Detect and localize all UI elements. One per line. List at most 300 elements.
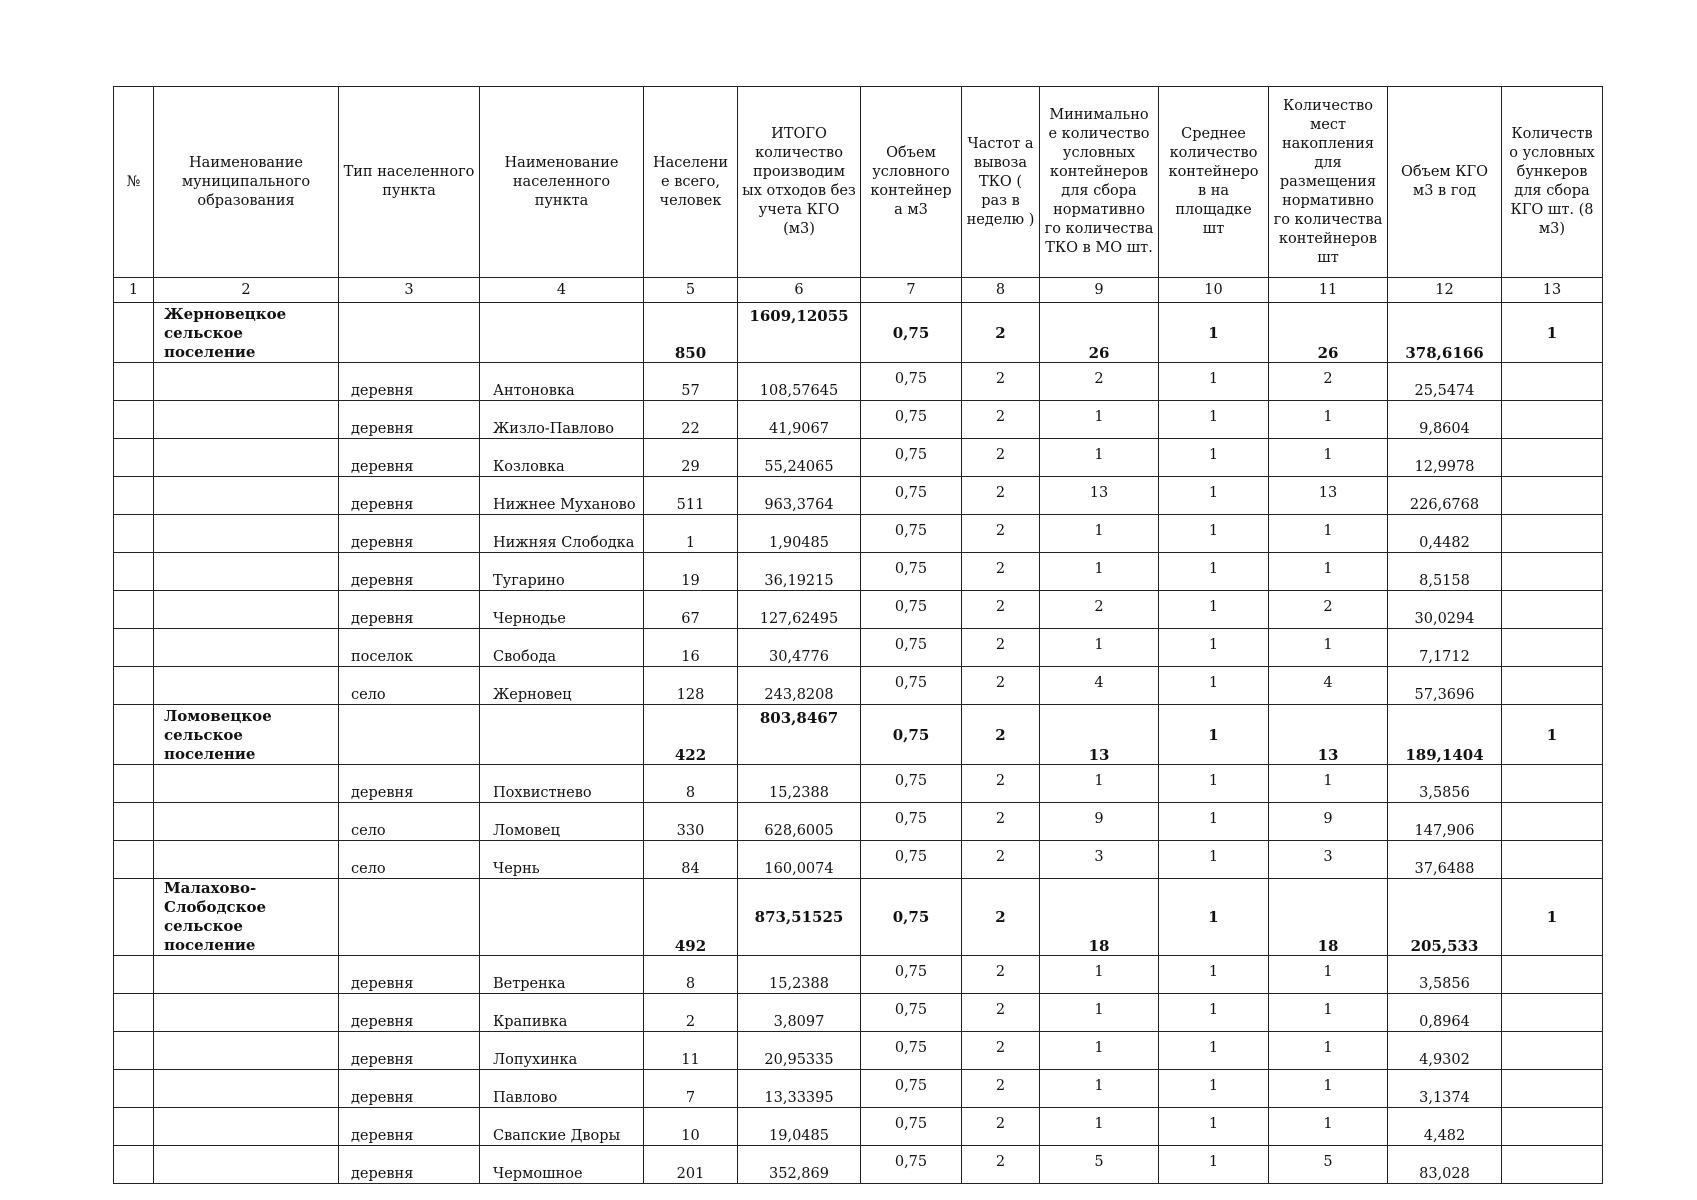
column-number: 1: [114, 278, 154, 303]
container-volume: 0,75: [861, 803, 962, 841]
bunkers: [1502, 553, 1603, 591]
total-waste: 628,6005: [738, 803, 861, 841]
settlement-row: [114, 629, 1603, 667]
container-volume: 0,75: [861, 591, 962, 629]
header-min-containers: Минимально е количество условных контейнеров для сбора нормативно го количества ТКО в МО шт.: [1040, 87, 1159, 278]
total-waste: 15,2388: [738, 956, 861, 994]
settlement-type: деревня: [339, 401, 480, 439]
municipality-name: Жерновецкое сельское поселение: [154, 303, 339, 363]
settlement-type: село: [339, 841, 480, 879]
frequency: 2: [962, 515, 1040, 553]
population: 57: [644, 363, 738, 401]
frequency: 2: [962, 629, 1040, 667]
min-containers: 4: [1040, 667, 1159, 705]
population: 19: [644, 553, 738, 591]
kgo-volume: 12,9978: [1388, 439, 1502, 477]
sites-count: 4: [1269, 667, 1388, 705]
kgo-volume: 0,4482: [1388, 515, 1502, 553]
municipality-name: [154, 1108, 339, 1146]
population: 2: [644, 994, 738, 1032]
population: 422: [644, 705, 738, 765]
sites-count: 9: [1269, 803, 1388, 841]
settlement-name: Ломовец: [480, 803, 644, 841]
kgo-volume: 378,6166: [1388, 303, 1502, 363]
sites-count: 13: [1269, 477, 1388, 515]
header-population: Населени е всего, человек: [644, 87, 738, 278]
column-number: 6: [738, 278, 861, 303]
sites-count: 3: [1269, 841, 1388, 879]
bunkers: [1502, 667, 1603, 705]
settlement-type: деревня: [339, 1032, 480, 1070]
row-number: [114, 553, 154, 591]
kgo-volume: 9,8604: [1388, 401, 1502, 439]
bunkers: [1502, 841, 1603, 879]
settlement-name: Козловка: [480, 439, 644, 477]
population: 84: [644, 841, 738, 879]
settlement-row: [114, 1146, 1603, 1184]
population: 330: [644, 803, 738, 841]
settlement-row: [114, 477, 1603, 515]
min-containers: 9: [1040, 803, 1159, 841]
row-number: [114, 1070, 154, 1108]
column-number: 11: [1269, 278, 1388, 303]
municipality-name: [154, 667, 339, 705]
header-settlement-type: Тип населенного пункта: [339, 87, 480, 278]
frequency: 2: [962, 363, 1040, 401]
settlement-row: [114, 1070, 1603, 1108]
avg-containers: 1: [1159, 303, 1269, 363]
population: 29: [644, 439, 738, 477]
total-waste: 41,9067: [738, 401, 861, 439]
settlement-type: деревня: [339, 439, 480, 477]
row-number: [114, 1146, 154, 1184]
min-containers: 1: [1040, 1108, 1159, 1146]
row-number: [114, 363, 154, 401]
container-volume: 0,75: [861, 994, 962, 1032]
frequency: 2: [962, 803, 1040, 841]
total-waste: 1,90485: [738, 515, 861, 553]
kgo-volume: 8,5158: [1388, 553, 1502, 591]
total-waste: 30,4776: [738, 629, 861, 667]
settlement-type: деревня: [339, 515, 480, 553]
municipality-name: [154, 1032, 339, 1070]
column-number: 12: [1388, 278, 1502, 303]
avg-containers: 1: [1159, 477, 1269, 515]
kgo-volume: 189,1404: [1388, 705, 1502, 765]
bunkers: [1502, 956, 1603, 994]
frequency: 2: [962, 994, 1040, 1032]
sites-count: 18: [1269, 879, 1388, 956]
row-number: [114, 401, 154, 439]
row-number: [114, 439, 154, 477]
settlement-type: село: [339, 803, 480, 841]
total-waste: 19,0485: [738, 1108, 861, 1146]
settlement-type: деревня: [339, 956, 480, 994]
frequency: 2: [962, 956, 1040, 994]
avg-containers: 1: [1159, 803, 1269, 841]
min-containers: 1: [1040, 956, 1159, 994]
settlement-name: [480, 303, 644, 363]
row-number: [114, 956, 154, 994]
settlement-name: Похвистнево: [480, 765, 644, 803]
settlement-row: [114, 765, 1603, 803]
kgo-volume: 226,6768: [1388, 477, 1502, 515]
min-containers: 1: [1040, 401, 1159, 439]
kgo-volume: 3,5856: [1388, 956, 1502, 994]
min-containers: 1: [1040, 553, 1159, 591]
sites-count: 1: [1269, 994, 1388, 1032]
settlement-row: [114, 591, 1603, 629]
municipality-name: [154, 363, 339, 401]
municipality-name: [154, 956, 339, 994]
avg-containers: 1: [1159, 553, 1269, 591]
waste-table: [113, 86, 1603, 1184]
avg-containers: 1: [1159, 363, 1269, 401]
avg-containers: 1: [1159, 841, 1269, 879]
kgo-volume: 3,1374: [1388, 1070, 1502, 1108]
settlement-type: деревня: [339, 994, 480, 1032]
container-volume: 0,75: [861, 1032, 962, 1070]
settlement-name: Ветренка: [480, 956, 644, 994]
settlement-name: Свапские Дворы: [480, 1108, 644, 1146]
row-number: [114, 629, 154, 667]
column-number: 3: [339, 278, 480, 303]
settlement-name: Жизло-Павлово: [480, 401, 644, 439]
settlement-row: [114, 667, 1603, 705]
total-waste: 127,62495: [738, 591, 861, 629]
municipality-name: [154, 477, 339, 515]
kgo-volume: 4,482: [1388, 1108, 1502, 1146]
frequency: 2: [962, 303, 1040, 363]
sites-count: 1: [1269, 439, 1388, 477]
total-waste: 963,3764: [738, 477, 861, 515]
header-sites: Количество мест накопления для размещения нормативно го количества контейнеров шт: [1269, 87, 1388, 278]
municipality-row: [114, 879, 1603, 956]
min-containers: 1: [1040, 1070, 1159, 1108]
sites-count: 1: [1269, 1032, 1388, 1070]
header-row: [114, 87, 1603, 278]
avg-containers: 1: [1159, 629, 1269, 667]
row-number: [114, 841, 154, 879]
bunkers: [1502, 363, 1603, 401]
frequency: 2: [962, 1108, 1040, 1146]
total-waste: 803,8467: [738, 705, 861, 765]
row-number: [114, 1032, 154, 1070]
min-containers: 3: [1040, 841, 1159, 879]
frequency: 2: [962, 705, 1040, 765]
header-avg-containers: Среднее количество контейнеро в на площадке шт: [1159, 87, 1269, 278]
kgo-volume: 25,5474: [1388, 363, 1502, 401]
settlement-type: деревня: [339, 1146, 480, 1184]
kgo-volume: 3,5856: [1388, 765, 1502, 803]
column-number: 9: [1040, 278, 1159, 303]
row-number: [114, 1108, 154, 1146]
settlement-row: [114, 515, 1603, 553]
population: 7: [644, 1070, 738, 1108]
sites-count: 5: [1269, 1146, 1388, 1184]
min-containers: 1: [1040, 515, 1159, 553]
frequency: 2: [962, 553, 1040, 591]
sites-count: 1: [1269, 629, 1388, 667]
settlement-type: деревня: [339, 477, 480, 515]
avg-containers: 1: [1159, 1146, 1269, 1184]
frequency: 2: [962, 1070, 1040, 1108]
column-number: 2: [154, 278, 339, 303]
sites-count: 1: [1269, 1070, 1388, 1108]
frequency: 2: [962, 591, 1040, 629]
total-waste: 108,57645: [738, 363, 861, 401]
population: 67: [644, 591, 738, 629]
municipality-row: [114, 705, 1603, 765]
total-waste: 36,19215: [738, 553, 861, 591]
avg-containers: 1: [1159, 1032, 1269, 1070]
sites-count: 26: [1269, 303, 1388, 363]
municipality-name: [154, 401, 339, 439]
column-number: 5: [644, 278, 738, 303]
sites-count: 1: [1269, 553, 1388, 591]
population: 11: [644, 1032, 738, 1070]
header-frequency: Частот а вывоза ТКО ( раз в неделю ): [962, 87, 1040, 278]
bunkers: [1502, 439, 1603, 477]
sites-count: 2: [1269, 591, 1388, 629]
min-containers: 2: [1040, 591, 1159, 629]
population: 1: [644, 515, 738, 553]
avg-containers: 1: [1159, 515, 1269, 553]
header-no: №: [114, 87, 154, 278]
municipality-name: [154, 841, 339, 879]
row-number: [114, 303, 154, 363]
frequency: 2: [962, 1032, 1040, 1070]
settlement-row: [114, 553, 1603, 591]
settlement-name: Свобода: [480, 629, 644, 667]
avg-containers: 1: [1159, 879, 1269, 956]
column-number: 4: [480, 278, 644, 303]
bunkers: [1502, 1108, 1603, 1146]
settlement-name: Жерновец: [480, 667, 644, 705]
settlement-row: [114, 1108, 1603, 1146]
total-waste: 1609,12055: [738, 303, 861, 363]
population: 850: [644, 303, 738, 363]
sites-count: 1: [1269, 515, 1388, 553]
container-volume: 0,75: [861, 363, 962, 401]
avg-containers: 1: [1159, 705, 1269, 765]
settlement-row: [114, 803, 1603, 841]
municipality-name: [154, 553, 339, 591]
settlement-type: село: [339, 667, 480, 705]
container-volume: 0,75: [861, 303, 962, 363]
total-waste: 15,2388: [738, 765, 861, 803]
population: 8: [644, 765, 738, 803]
min-containers: 2: [1040, 363, 1159, 401]
row-number: [114, 803, 154, 841]
container-volume: 0,75: [861, 401, 962, 439]
total-waste: 160,0074: [738, 841, 861, 879]
kgo-volume: 37,6488: [1388, 841, 1502, 879]
settlement-name: Чермошное: [480, 1146, 644, 1184]
bunkers: [1502, 994, 1603, 1032]
bunkers: [1502, 1070, 1603, 1108]
municipality-name: [154, 994, 339, 1032]
frequency: 2: [962, 477, 1040, 515]
municipality-name: [154, 1070, 339, 1108]
container-volume: 0,75: [861, 705, 962, 765]
population: 128: [644, 667, 738, 705]
bunkers: 1: [1502, 303, 1603, 363]
container-volume: 0,75: [861, 765, 962, 803]
container-volume: 0,75: [861, 439, 962, 477]
container-volume: 0,75: [861, 956, 962, 994]
settlement-name: Чернь: [480, 841, 644, 879]
bunkers: 1: [1502, 705, 1603, 765]
container-volume: 0,75: [861, 477, 962, 515]
container-volume: 0,75: [861, 1146, 962, 1184]
settlement-type: деревня: [339, 591, 480, 629]
population: 8: [644, 956, 738, 994]
settlement-type: деревня: [339, 1070, 480, 1108]
min-containers: 1: [1040, 1032, 1159, 1070]
frequency: 2: [962, 1146, 1040, 1184]
kgo-volume: 7,1712: [1388, 629, 1502, 667]
column-number: 8: [962, 278, 1040, 303]
total-waste: 352,869: [738, 1146, 861, 1184]
population: 16: [644, 629, 738, 667]
settlement-name: [480, 879, 644, 956]
avg-containers: 1: [1159, 439, 1269, 477]
total-waste: 55,24065: [738, 439, 861, 477]
min-containers: 13: [1040, 477, 1159, 515]
settlement-row: [114, 956, 1603, 994]
avg-containers: 1: [1159, 401, 1269, 439]
population: 492: [644, 879, 738, 956]
container-volume: 0,75: [861, 629, 962, 667]
population: 10: [644, 1108, 738, 1146]
min-containers: 18: [1040, 879, 1159, 956]
bunkers: 1: [1502, 879, 1603, 956]
kgo-volume: 4,9302: [1388, 1032, 1502, 1070]
header-kgo-volume: Объем КГО м3 в год: [1388, 87, 1502, 278]
container-volume: 0,75: [861, 515, 962, 553]
settlement-name: Тугарино: [480, 553, 644, 591]
frequency: 2: [962, 667, 1040, 705]
row-number: [114, 477, 154, 515]
population: 201: [644, 1146, 738, 1184]
bunkers: [1502, 515, 1603, 553]
row-number: [114, 591, 154, 629]
settlement-type: [339, 705, 480, 765]
avg-containers: 1: [1159, 1108, 1269, 1146]
settlement-type: деревня: [339, 553, 480, 591]
header-municipality: Наименование муниципального образования: [154, 87, 339, 278]
container-volume: 0,75: [861, 1070, 962, 1108]
bunkers: [1502, 401, 1603, 439]
settlement-row: [114, 363, 1603, 401]
container-volume: 0,75: [861, 841, 962, 879]
municipality-name: [154, 515, 339, 553]
total-waste: 3,8097: [738, 994, 861, 1032]
settlement-type: деревня: [339, 363, 480, 401]
header-container-volume: Объем условного контейнер а м3: [861, 87, 962, 278]
total-waste: 873,51525: [738, 879, 861, 956]
avg-containers: 1: [1159, 956, 1269, 994]
settlement-row: [114, 994, 1603, 1032]
sites-count: 1: [1269, 765, 1388, 803]
row-number: [114, 667, 154, 705]
settlement-row: [114, 439, 1603, 477]
municipality-name: [154, 629, 339, 667]
frequency: 2: [962, 401, 1040, 439]
settlement-type: деревня: [339, 765, 480, 803]
sites-count: 1: [1269, 401, 1388, 439]
column-number: 7: [861, 278, 962, 303]
container-volume: 0,75: [861, 553, 962, 591]
kgo-volume: 30,0294: [1388, 591, 1502, 629]
frequency: 2: [962, 439, 1040, 477]
kgo-volume: 57,3696: [1388, 667, 1502, 705]
population: 511: [644, 477, 738, 515]
settlement-type: поселок: [339, 629, 480, 667]
municipality-name: Малахово-Слободское сельское поселение: [154, 879, 339, 956]
min-containers: 1: [1040, 629, 1159, 667]
frequency: 2: [962, 841, 1040, 879]
bunkers: [1502, 1146, 1603, 1184]
settlement-name: Чернодье: [480, 591, 644, 629]
min-containers: 1: [1040, 765, 1159, 803]
min-containers: 26: [1040, 303, 1159, 363]
avg-containers: 1: [1159, 1070, 1269, 1108]
column-number: 13: [1502, 278, 1603, 303]
municipality-name: Ломовецкое сельское поселение: [154, 705, 339, 765]
kgo-volume: 147,906: [1388, 803, 1502, 841]
min-containers: 13: [1040, 705, 1159, 765]
bunkers: [1502, 629, 1603, 667]
municipality-name: [154, 439, 339, 477]
container-volume: 0,75: [861, 879, 962, 956]
settlement-type: деревня: [339, 1108, 480, 1146]
bunkers: [1502, 803, 1603, 841]
municipality-name: [154, 765, 339, 803]
settlement-type: [339, 303, 480, 363]
sites-count: 1: [1269, 956, 1388, 994]
row-number: [114, 879, 154, 956]
settlement-name: Антоновка: [480, 363, 644, 401]
municipality-name: [154, 803, 339, 841]
min-containers: 1: [1040, 994, 1159, 1032]
row-number: [114, 705, 154, 765]
container-volume: 0,75: [861, 1108, 962, 1146]
settlement-row: [114, 841, 1603, 879]
municipality-row: [114, 303, 1603, 363]
bunkers: [1502, 1032, 1603, 1070]
kgo-volume: 205,533: [1388, 879, 1502, 956]
container-volume: 0,75: [861, 667, 962, 705]
sites-count: 1: [1269, 1108, 1388, 1146]
municipality-name: [154, 591, 339, 629]
column-number: 10: [1159, 278, 1269, 303]
bunkers: [1502, 765, 1603, 803]
row-number: [114, 994, 154, 1032]
min-containers: 5: [1040, 1146, 1159, 1184]
sites-count: 2: [1269, 363, 1388, 401]
frequency: 2: [962, 879, 1040, 956]
total-waste: 13,33395: [738, 1070, 861, 1108]
min-containers: 1: [1040, 439, 1159, 477]
avg-containers: 1: [1159, 765, 1269, 803]
avg-containers: 1: [1159, 591, 1269, 629]
row-number: [114, 765, 154, 803]
municipality-name: [154, 1146, 339, 1184]
bunkers: [1502, 591, 1603, 629]
settlement-row: [114, 1032, 1603, 1070]
